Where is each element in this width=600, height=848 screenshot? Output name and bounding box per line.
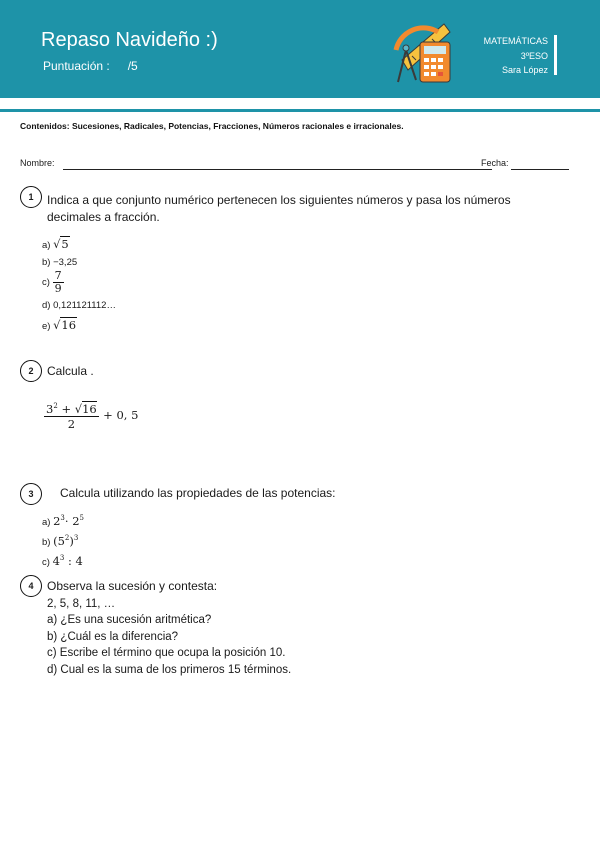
- subquestion-c: c) Escribe el término que ocupa la posición 10.: [47, 647, 286, 659]
- operator: ·: [64, 514, 73, 528]
- power-expression: [53, 514, 84, 528]
- level-label: 3ºESO: [520, 50, 548, 61]
- score-denominator: /5: [127, 59, 138, 73]
- exponent: 3: [60, 514, 65, 523]
- item-label: d): [42, 300, 51, 311]
- question-2-number: 2: [20, 360, 42, 382]
- date-label: Fecha:: [481, 158, 509, 168]
- score-field: [43, 59, 138, 73]
- question-4-text: Observa la sucesión y contesta:: [47, 579, 218, 593]
- numerator: $3^2 + √16$: [44, 399, 99, 417]
- name-field[interactable]: [63, 169, 492, 170]
- item-label: b): [42, 537, 51, 548]
- radicand: 5: [61, 237, 69, 251]
- numerator: 7: [54, 269, 62, 282]
- header-info: [484, 34, 548, 78]
- expression-tail: + 0, 5: [103, 407, 139, 422]
- item-value: 0,121121112…: [53, 300, 116, 311]
- subquestion-b: b) ¿Cuál es la diferencia?: [47, 631, 179, 643]
- question-3-text: Calcula utilizando las propiedades de las potencias:: [60, 486, 336, 500]
- base: 2: [72, 514, 80, 528]
- sequence-values: 2, 5, 8, 11, …: [47, 598, 116, 610]
- exponent: 3: [59, 554, 65, 563]
- subject-label: MATEMÁTICAS: [483, 36, 548, 46]
- q3-item-a: [42, 514, 84, 528]
- base: 3: [46, 401, 54, 416]
- q1-item-c: [42, 270, 64, 295]
- contents-line: Contenidos: Sucesiones, Radicales, Potencias, Fracciones, Números racionales e irracionales.: [20, 121, 404, 131]
- fraction: [53, 270, 64, 295]
- power-expression: [53, 534, 78, 548]
- power-expression: [53, 554, 83, 568]
- paren: ): [69, 534, 74, 548]
- question-2-text: Calcula .: [47, 364, 94, 378]
- question-1-text: Indica a que conjunto numérico pertenecen los siguientes números y pasa los números decimales a fracción.: [47, 193, 511, 224]
- math-tools-icon: [392, 20, 456, 88]
- header-divider: [0, 109, 600, 112]
- item-label: c): [42, 277, 50, 289]
- q2-expression: [44, 399, 138, 431]
- question-3-number: 3: [20, 483, 42, 505]
- name-date-row: [20, 158, 570, 168]
- sqrt-expression: √16: [53, 318, 77, 332]
- radicand: 16: [61, 318, 77, 332]
- subquestion-a: a) ¿Es una sucesión aritmética?: [47, 614, 212, 626]
- exponent: 2: [53, 402, 58, 410]
- subquestion-d: d) Cual es la suma de los primeros 15 términos.: [47, 664, 292, 676]
- base: (5: [53, 534, 65, 548]
- item-label: a): [42, 517, 51, 528]
- exponent: 3: [73, 534, 79, 543]
- q1-item-a: [42, 237, 70, 251]
- radicand: 16: [82, 401, 97, 416]
- q3-item-c: [42, 554, 83, 568]
- q1-item-e: [42, 318, 77, 332]
- base: 2: [53, 514, 61, 528]
- date-field[interactable]: [511, 169, 569, 170]
- score-label: Puntuación :: [43, 59, 110, 73]
- denominator: 9: [54, 282, 62, 295]
- q1-item-b: [42, 257, 77, 268]
- question-1-number: 1: [20, 186, 42, 208]
- operator: +: [61, 401, 72, 416]
- expression-tail: : 4: [64, 554, 83, 568]
- item-label: b): [42, 257, 51, 268]
- exponent: 5: [79, 514, 84, 523]
- base: 4: [52, 554, 60, 568]
- denominator: 2: [67, 416, 76, 431]
- name-label: Nombre:: [20, 158, 55, 168]
- page-title: Repaso Navideño :): [41, 29, 218, 51]
- fraction: [44, 399, 99, 431]
- item-label: e): [42, 321, 51, 332]
- q3-item-b: [42, 534, 78, 548]
- author-label: Sara López: [501, 65, 548, 75]
- item-value: −3,25: [53, 257, 78, 268]
- q1-item-d: [42, 300, 116, 311]
- exponent: 2: [64, 534, 70, 543]
- question-4-number: 4: [20, 575, 42, 597]
- sqrt-expression: √5: [53, 237, 69, 251]
- item-label: c): [42, 557, 50, 568]
- header-accent-bar: [554, 35, 557, 75]
- item-label: a): [42, 240, 51, 251]
